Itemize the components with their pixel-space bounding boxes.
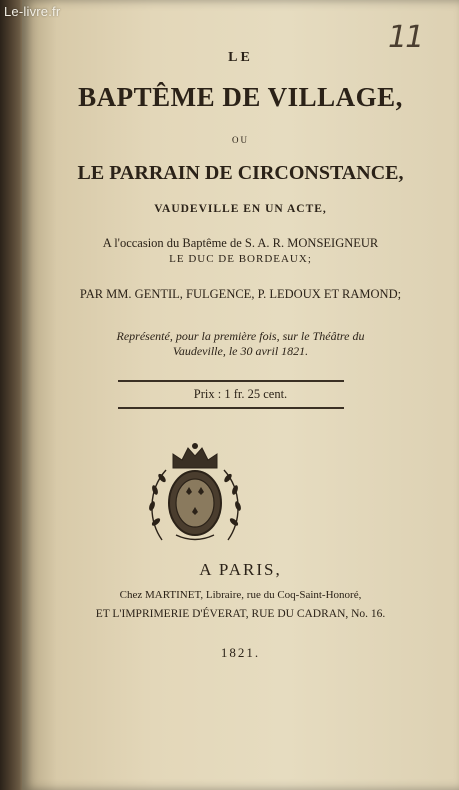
price-rule-top <box>118 380 344 382</box>
book-spine-edge <box>0 0 24 790</box>
main-title: BAPTÊME DE VILLAGE, <box>78 82 403 112</box>
imprint-publisher-line: Chez MARTINET, Libraire, rue du Coq-Saint-Honoré, <box>119 589 362 601</box>
subtitle: LE PARRAIN DE CIRCONSTANCE, <box>77 162 404 184</box>
genre-line: VAUDEVILLE EN UN ACTE, <box>154 203 327 215</box>
title-conjunction: OU <box>232 135 249 145</box>
imprint-city: A PARIS, <box>199 560 282 579</box>
occasion-line-1: A l'occasion du Baptême de S. A. R. MONSEIGNEUR <box>102 236 379 250</box>
imprint-year: 1821. <box>220 645 261 660</box>
watermark: Le-livre.fr <box>4 4 61 19</box>
performance-line-1: Représenté, pour la première fois, sur le Théâtre du <box>116 329 365 343</box>
occasion-line-2: LE DUC DE BORDEAUX; <box>169 253 312 265</box>
handwritten-number: 11 <box>388 20 423 55</box>
price-rule-bottom <box>118 407 344 409</box>
performance-line-2: Vaudeville, le 30 avril 1821. <box>172 344 309 358</box>
imprint-printer-line: ET L'IMPRIMERIE D'ÉVERAT, RUE DU CADRAN, No. 16. <box>95 608 386 620</box>
price-label: Prix : 1 fr. 25 cent. <box>193 387 288 401</box>
royal-crown-arms-emblem-icon <box>140 440 250 545</box>
title-article: LE <box>228 50 253 65</box>
authors-line: PAR MM. GENTIL, FULGENCE, P. LEDOUX ET RAMOND; <box>79 287 402 301</box>
